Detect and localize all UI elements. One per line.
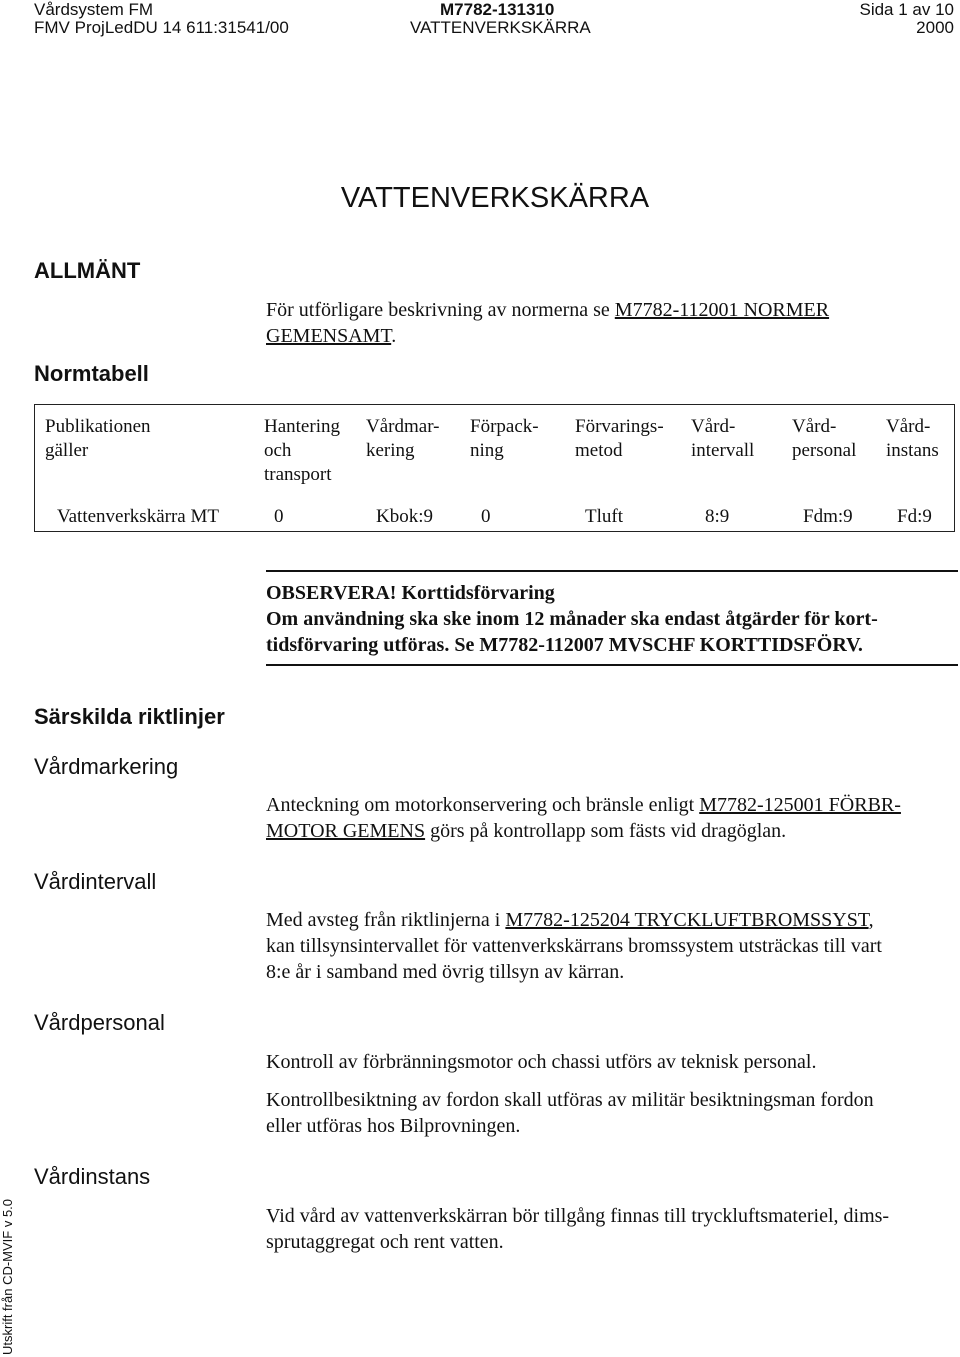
table-header-vardpersonal: Vård- personal — [792, 416, 857, 461]
note-line-1: Om användning ska ske inom 12 månader ska endast åtgärder för kort- — [266, 608, 878, 630]
margin-print-note: Utskrift från CD-MVIF v 5.0 — [0, 1198, 15, 1355]
table-header-vardinstans: Vård- instans — [886, 416, 939, 461]
table-header-forpackning: Förpack- ning — [470, 416, 539, 461]
table-header-forvaringsmetod: Förvarings- metod — [575, 416, 664, 461]
table-cell-publikation: Vattenverkskärra MT — [57, 506, 219, 527]
observera-note — [266, 580, 958, 658]
label-vardpersonal: Vårdpersonal — [34, 1010, 165, 1035]
vardintervall-text: Med avsteg från riktlinjerna i M7782-125204 TRYCKLUFTBROMSSYST, kan tillsynsintervallet för vattenverkskärrans bromssystem utsträckas till vart 8:e år i samband med övrig tillsyn av kärran. — [266, 909, 882, 983]
note-bottom-rule — [266, 664, 958, 666]
allmant-text-prefix: För utförligare beskrivning av normerna se — [266, 299, 615, 321]
table-header-vardintervall: Vård- intervall — [691, 416, 755, 461]
page-title: VATTENVERKSKÄRRA — [340, 182, 650, 214]
norm-table — [34, 404, 955, 532]
allmant-text-suffix: . — [391, 325, 397, 347]
normer-link-cont[interactable]: GEMENSAMT — [266, 325, 392, 347]
table-cell-vardintervall: 8:9 — [705, 506, 730, 527]
note-top-rule — [266, 570, 958, 572]
section-heading-riktlinjer: Särskilda riktlinjer — [34, 704, 225, 729]
table-cell-forvaringsmetod: Tluft — [585, 506, 623, 527]
note-line-2: tidsförvaring utföras. Se M7782-112007 MVSCHF KORTTIDSFÖRV. — [266, 634, 863, 656]
header-doc-title: VATTENVERKSKÄRRA — [410, 18, 591, 37]
forbr-motor-link[interactable]: M7782-125001 FÖRBR- — [699, 794, 901, 816]
table-header-publikationen: Publikationen gäller — [45, 416, 151, 461]
header-page: Sida 1 av 10 — [859, 0, 954, 19]
label-vardintervall: Vårdintervall — [34, 869, 157, 894]
section-heading-allmant: ALLMÄNT — [34, 258, 141, 283]
table-cell-vardmarkering: Kbok:9 — [376, 506, 433, 527]
table-cell-hantering: 0 — [274, 506, 284, 527]
table-cell-forpackning: 0 — [481, 506, 491, 527]
header-system: Vårdsystem FM — [34, 0, 154, 19]
label-vardmarkering: Vårdmarkering — [34, 754, 179, 779]
header-year: 2000 — [916, 18, 954, 37]
normer-link[interactable]: M7782-112001 NORMER — [614, 299, 830, 321]
header-doc-id: M7782-131310 — [440, 0, 555, 19]
label-vardinstans: Vårdinstans — [34, 1164, 151, 1189]
allmant-text — [266, 297, 956, 349]
vardpersonal-text-1: Kontroll av förbränningsmotor och chassi utförs av teknisk personal. — [266, 1051, 817, 1073]
vardpersonal-text-2: Kontrollbesiktning av fordon skall utföras av militär besiktningsman fordon eller utföras hos Bilprovningen. — [266, 1089, 874, 1137]
table-header-hantering: Hantering och transport — [264, 416, 340, 485]
section-heading-normtabell: Normtabell — [34, 361, 149, 386]
forbr-motor-link-cont[interactable]: MOTOR GEMENS — [266, 820, 426, 842]
note-label: OBSERVERA! — [266, 582, 397, 604]
table-header-vardmarkering: Vårdmar- kering — [366, 416, 440, 461]
table-cell-vardinstans: Fd:9 — [897, 506, 932, 527]
note-heading: Korttidsförvaring — [396, 582, 555, 604]
vardinstans-text: Vid vård av vattenverkskärran bör tillgång finnas till tryckluftsmateriel, dims- sprutaggregat och rent vatten. — [266, 1205, 890, 1253]
header-project: FMV ProjLedDU 14 611:31541/00 — [34, 18, 289, 37]
table-cell-vardpersonal: Fdm:9 — [803, 506, 853, 527]
tryckluftbroms-link[interactable]: M7782-125204 TRYCKLUFTBROMSSYST — [505, 909, 869, 931]
vardmarkering-text: Anteckning om motorkonservering och bränsle enligt M7782-125001 FÖRBR- MOTOR GEMENS görs på kontrollapp som fästs vid dragöglan. — [266, 794, 901, 842]
